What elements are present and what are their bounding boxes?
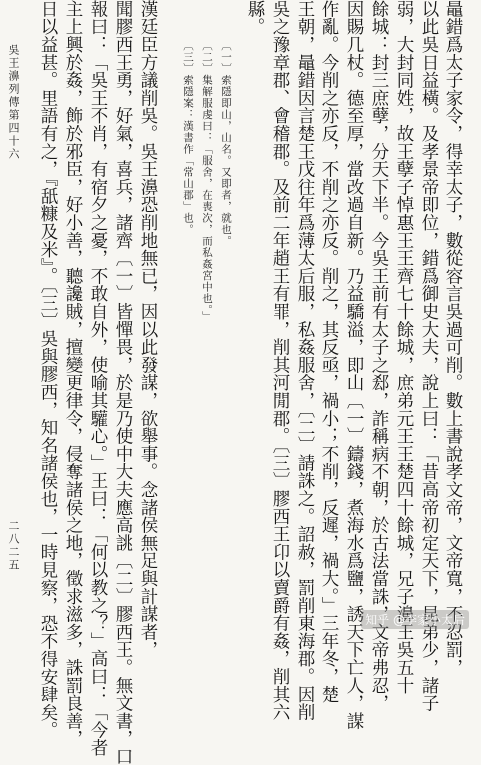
lower-text-column: 主上興於姦，飾於邪臣，好小善，聽讒賊，擅變更律令，侵奪諸侯之地，徵求滋多，誅罰良善，	[63, 0, 83, 748]
annotation-note: 〔一〕索隱即山，山名。又即者，就也。	[220, 40, 232, 247]
annotation-note: 〔三〕索隱案：漢書作「常山郡」也。	[182, 40, 194, 236]
upper-text-column: 餘城：封三庶孽，分天下半。今吳王前有太子之郄，詐稱病不朝，於古法當誅，文帝弗忍，	[369, 0, 389, 712]
upper-text-column: 以此吳日益橫。及孝景帝即位，錯爲御史大夫，說上曰：「昔高帝初定天下，昆弟少，諸子	[419, 0, 439, 712]
upper-text-column: 鼂錯爲太子家令，得幸太子，數從容言吳過可削。數上書說孝文帝，文帝寬，不忍罰，	[443, 0, 463, 677]
lower-text-column: 聞膠西王勇，好氣，喜兵，諸齊〔一〕皆憚畏，於是乃使中大夫應高誂〔二〕膠西王。無文書，口	[113, 0, 133, 765]
upper-text-column: 吳之豫章郡、會稽郡。及前二年趙王有罪，削其河閒郡。〔三〕膠西王卬以賣爵有姦，削其六	[270, 0, 290, 722]
upper-text-column: 弱，大封同姓，故王孽子悼惠王王齊七十餘城，庶弟元王王楚四十餘城，兄子濞王吳五十	[394, 0, 414, 695]
watermark: 知乎 @李家小太后	[361, 610, 469, 629]
upper-text-column: 因賜几杖。德至厚，當改過自新。乃益驕溢，即山〔一〕鑄錢，煮海水爲鹽，誘天下亡人，謀	[344, 0, 364, 730]
upper-text-column: 王朝，鼂錯因言楚王戊往年爲薄太后服，私姦服舍，〔二〕請誅之。詔赦，罰削東海郡。因削	[295, 0, 315, 722]
running-header: 吳王濞列傳第四十六	[7, 44, 20, 161]
lower-text-column: 報曰：「吳王不肖，有宿夕之憂，不敢自外，使喻其驩心。」王曰：「何以教之？」高曰：「今者	[88, 0, 108, 757]
annotation-note: 〔二〕集解服虔曰：「服舍，在喪次，而私姦宮中也。」	[201, 40, 213, 323]
upper-text-column: 縣。	[245, 0, 265, 36]
upper-text-column: 作亂。今削之亦反，不削之亦反。削之，其反亟，禍小；不削，反遲，禍大。」三年冬，楚	[319, 0, 339, 704]
lower-text-column: 漢廷臣方議削吳。吳王濞恐削地無已，因以此發謀，欲舉事。念諸侯無足與計謀者，	[138, 0, 158, 659]
lower-text-column: 日以益甚。里語有之，『舐糠及米』。〔三〕吳與膠西，知名諸侯也，一時見察，恐不得安肆矣。	[38, 0, 58, 740]
page-number: 二八二五	[7, 520, 20, 572]
